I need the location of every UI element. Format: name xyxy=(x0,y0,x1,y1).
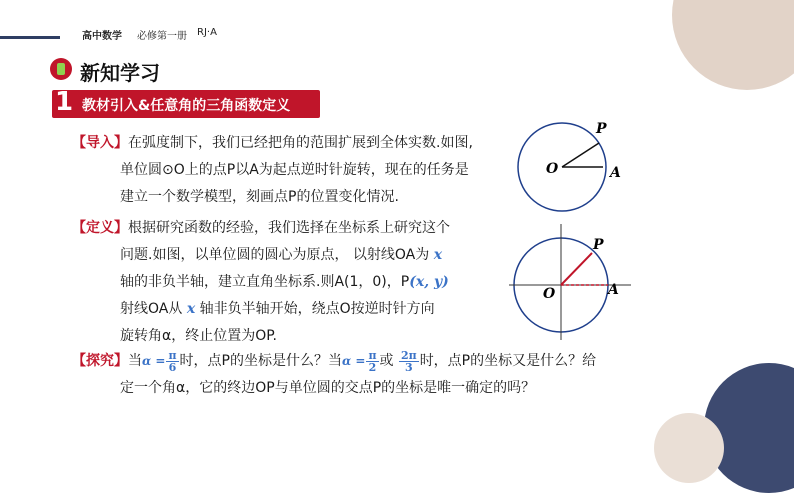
definition-line-3: 轴的非负半轴，建立直角坐标系.则A(1，0)，P(x, y) xyxy=(120,274,449,290)
topic-title: 教材引入&任意角的三角函数定义 xyxy=(82,98,291,114)
header-book: 必修第一册 xyxy=(137,31,187,42)
ray-op xyxy=(561,253,592,285)
section-title: 新知学习 xyxy=(80,61,160,85)
fraction-2pi-over-3: $\frac{2\pi}{3}$ xyxy=(400,348,417,374)
label-p-2: P xyxy=(593,237,604,253)
decorative-circle-bottom-right-small xyxy=(654,413,724,483)
label-p-1: P xyxy=(596,121,607,137)
fraction-pi-over-6: $\frac{\pi}{6}$ xyxy=(168,348,177,374)
decorative-header-bar xyxy=(0,36,60,39)
label-o-2: O xyxy=(543,286,556,302)
section-icon xyxy=(50,58,72,80)
explore-line-2: 定一个角α，它的终边OP与单位圆的交点P的坐标是唯一确定的吗？ xyxy=(120,380,536,396)
explore-tag: 【探究】 xyxy=(72,353,128,369)
intro-line-2: 单位圆⊙O上的点P以A为起点逆时针旋转，现在的任务是 xyxy=(120,162,469,178)
label-o-1: O xyxy=(546,161,559,177)
intro-line-1: 【导入】在弧度制下，我们已经把角的范围扩展到全体实数.如图, xyxy=(72,135,473,151)
definition-line-1: 【定义】根据研究函数的经验，我们选择在坐标系上研究这个 xyxy=(72,220,450,236)
label-a-1: A xyxy=(610,165,621,181)
definition-line-5: 旋转角α，终止位置为OP. xyxy=(120,328,277,344)
label-a-2: A xyxy=(608,282,619,298)
fraction-pi-over-2: $\frac{\pi}{2}$ xyxy=(368,348,377,374)
unit-circle-figure-2 xyxy=(505,222,635,344)
definition-line-4: 射线OA从 x 轴非负半轴开始，绕点O按逆时针方向 xyxy=(120,301,435,317)
definition-line-2: 问题.如图，以单位圆的圆心为原点， 以射线OA为 x xyxy=(120,247,443,263)
header-subject: 高中数学 xyxy=(82,31,122,42)
explore-line-1: 【探究】当α = $\frac{\pi}{6}$ 时，点P的坐标是什么？当α = $\frac{\pi}{2}$ 或 $\frac{2\pi}{3}$ 时，点P的坐标又是什么？给 xyxy=(72,348,597,374)
intro-tag: 【导入】 xyxy=(72,135,128,151)
decorative-circle-top-right xyxy=(672,0,794,90)
topic-number: 1 xyxy=(54,87,74,117)
header-edition: RJ·A xyxy=(197,27,217,38)
unit-circle-figure-1 xyxy=(510,115,630,215)
definition-tag: 【定义】 xyxy=(72,220,128,236)
segment-op-1 xyxy=(562,143,599,167)
intro-line-3: 建立一个数学模型，刻画点P的位置变化情况. xyxy=(120,189,399,205)
topic-banner xyxy=(52,87,320,118)
